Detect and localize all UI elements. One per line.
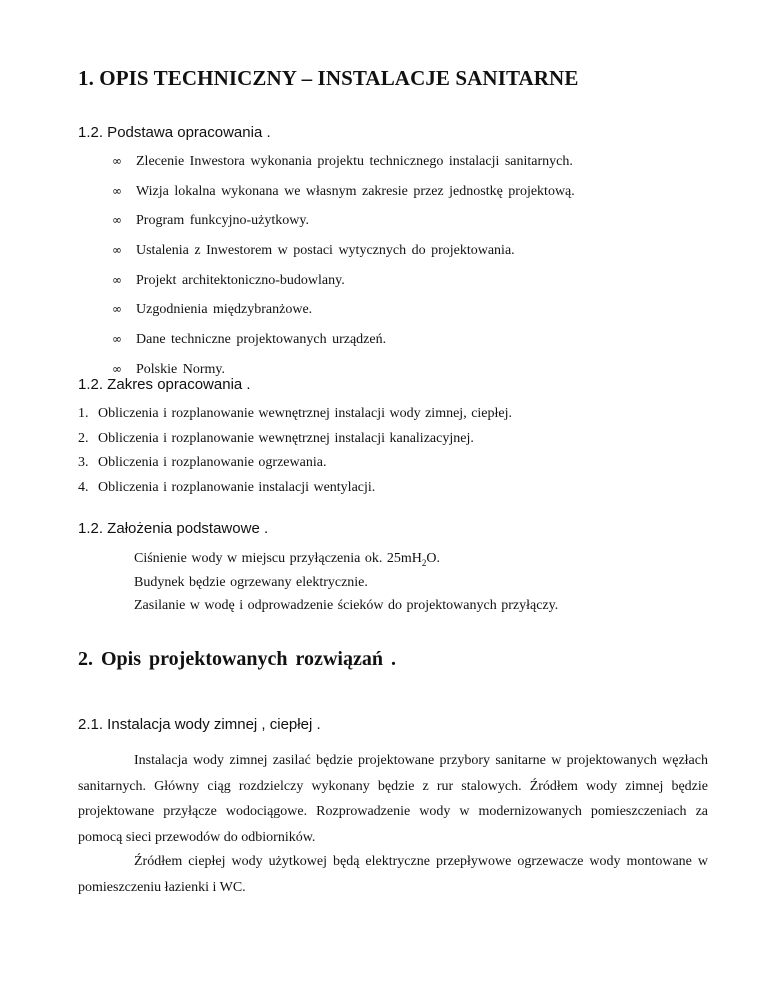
list-item: ∞ Polskie Normy. — [112, 361, 225, 377]
basis-list — [112, 152, 575, 390]
assumptions-block — [134, 550, 558, 621]
list-item: ∞ Zlecenie Inwestora wykonania projektu technicznego instalacji sanitarnych. — [112, 154, 573, 169]
document-title: 1. OPIS TECHNICZNY – INSTALACJE SANITARNE — [78, 66, 579, 90]
bullet-icon: ∞ — [112, 243, 122, 258]
assumption-line: Budynek będzie ogrzewany elektrycznie. — [134, 574, 368, 590]
assumption-line: Ciśnienie wody w miejscu przyłączenia ok. $25mH_2O$. — [134, 551, 440, 568]
heading-water-installation: 2.1. Instalacja wody zimnej , ciepłej . — [78, 716, 321, 733]
bullet-icon: ∞ — [112, 154, 122, 168]
list-item: 4. Obliczenia i rozplanowanie instalacji wentylacji. — [78, 480, 376, 496]
bullet-icon: ∞ — [112, 302, 122, 317]
list-item: ∞ Ustalenia z Inwestorem w postaci wytycznych do projektowania. — [112, 243, 515, 259]
assumption-line: Zasilanie w wodę i odprowadzenie ścieków do projektowanych przyłączy. — [134, 598, 559, 614]
list-item: ∞ Uzgodnienia międzybranżowe. — [112, 302, 313, 318]
list-item: ∞ Program funkcyjno-użytkowy. — [112, 213, 309, 229]
heading-scope: 1.2. Zakres opracowania . — [78, 376, 251, 393]
list-item: 3. Obliczenia i rozplanowanie ogrzewania. — [78, 455, 327, 471]
heading-assumptions: 1.2. Założenia podstawowe . — [78, 520, 269, 537]
list-item: ∞ Dane techniczne projektowanych urządzeń. — [112, 332, 387, 348]
list-item: 2. Obliczenia i rozplanowanie wewnętrznej instalacji kanalizacyjnej. — [78, 430, 474, 446]
bullet-icon: ∞ — [112, 332, 122, 347]
paragraph-water-2: Źródłem ciepłej wody użytkowej będą elektryczne przepływowe ogrzewacze wody montowane w pomieszczeniu łazienki i WC. — [78, 854, 708, 895]
paragraph-water-1: Instalacja wody zimnej zasilać będzie projektowane przybory sanitarne w projektowanych węzłach sanitarnych. Główny ciąg rozdzielczy wykonany będzie z rur stalowych. Źródłem wody zimnej będzie projektowane przyłącze wodociągowe. Rozprowadzenie wody w modernizowanych pomieszczeniach za pomocą sieci przewodów do odbiorników. — [78, 753, 708, 845]
bullet-icon: ∞ — [112, 183, 122, 198]
bullet-icon: ∞ — [112, 213, 122, 228]
bullet-icon: ∞ — [112, 361, 122, 376]
list-item: 1. Obliczenia i rozplanowanie wewnętrznej instalacji wody zimnej, ciepłej. — [78, 406, 513, 421]
bullet-icon: ∞ — [112, 272, 122, 287]
scope-list — [78, 405, 512, 504]
list-item: ∞ Wizja lokalna wykonana we własnym zakresie przez jednostkę projektową. — [112, 183, 575, 199]
section2-heading: 2. Opis projektowanych rozwiązań . — [78, 648, 396, 670]
heading-basis: 1.2. Podstawa opracowania . — [78, 124, 271, 141]
list-item: ∞ Projekt architektoniczno-budowlany. — [112, 272, 345, 288]
